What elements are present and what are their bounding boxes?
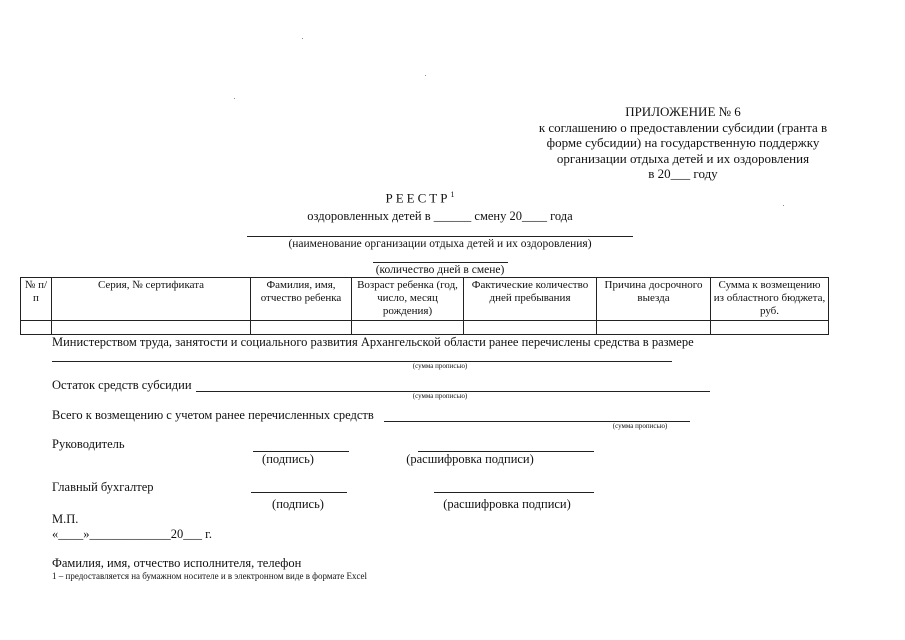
footnote-text: 1 – предоставляется на бумажном носителе и в электронном виде в формате Excel [52,571,367,581]
accountant-name-caption: (расшифровка подписи) [443,497,571,511]
table-cell [597,321,711,335]
appendix-line: в 20___ году [648,166,718,181]
sum-caption-3: (сумма прописью) [612,422,668,430]
col-header-certificate: Серия, № сертификата [52,278,251,321]
table-cell [251,321,352,335]
ministry-text: Министерством труда, занятости и социального развития Архангельской области ранее перечислены средства в размере [52,335,694,349]
table-header-row [21,278,829,321]
balance-label: Остаток средств субсидии [52,378,192,392]
appendix-line: организации отдыха детей и их оздоровления [556,150,810,166]
head-name-caption: (расшифровка подписи) [406,452,534,466]
days-caption: (количество дней в смене) [375,264,505,276]
registry-table [20,277,829,335]
table-cell [711,321,829,335]
col-header-age: Возраст ребенка (год, число, месяц рождения) [352,278,464,321]
executor-label: Фамилия, имя, отчество исполнителя, телефон [52,556,302,570]
appendix-header [500,104,866,182]
stamp-label: М.П. [52,512,79,526]
footnote-mark: 1 [450,190,455,199]
accountant-label: Главный бухгалтер [52,480,154,494]
scan-speck [234,98,235,99]
registry-subtitle: оздоровленных детей в ______ смену 20____ года [307,209,573,223]
table-cell [52,321,251,335]
col-header-reimbursement: Сумма к возмещению из областного бюджета, руб. [711,278,829,321]
col-header-days: Фактические количество дней пребывания [464,278,597,321]
table-cell [464,321,597,335]
col-header-number: № п/п [21,278,52,321]
appendix-line: к соглашению о предоставлении субсидии (гранта в [538,119,828,135]
head-label: Руководитель [52,437,125,451]
col-header-early-leave: Причина досрочного выезда [597,278,711,321]
sum-caption-1: (сумма прописью) [412,362,468,370]
org-name-caption: (наименование организации отдыха детей и их оздоровления) [288,238,592,250]
registry-heading-text: РЕЕСТР [385,190,451,206]
appendix-line: форме субсидии) на государственную поддержку [546,135,820,150]
accountant-name-line [434,492,594,493]
accountant-sign-caption: (подпись) [272,497,324,511]
scan-speck [302,38,303,39]
total-label: Всего к возмещению с учетом ранее перечисленных средств [52,408,374,422]
scan-speck [425,75,426,76]
scan-speck [783,205,784,206]
registry-heading [340,190,500,206]
appendix-title: ПРИЛОЖЕНИЕ № 6 [625,104,741,119]
date-line: «____»_____________20___ г. [52,527,212,541]
head-sign-caption: (подпись) [262,452,314,466]
sum-caption-2: (сумма прописью) [412,392,468,400]
table-cell [21,321,52,335]
sum-line-1 [52,361,672,362]
col-header-child-name: Фамилия, имя, отчество ребенка [251,278,352,321]
table-cell [352,321,464,335]
accountant-sign-line [251,492,347,493]
table-row [21,321,829,335]
